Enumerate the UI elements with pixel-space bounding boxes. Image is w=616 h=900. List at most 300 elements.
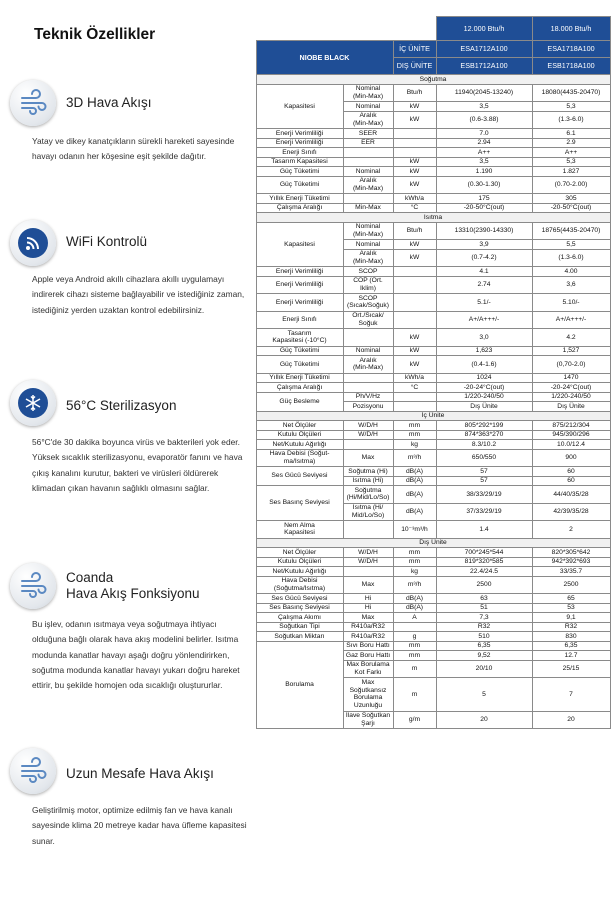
param-sublabel: Nominal xyxy=(343,167,393,177)
spec-row xyxy=(256,222,610,240)
section-header: Soğutma xyxy=(256,75,610,85)
spec-row xyxy=(256,383,610,393)
value-18000: 830 xyxy=(532,632,610,642)
spec-row xyxy=(256,613,610,623)
value-18000: 60 xyxy=(532,467,610,477)
outdoor-model-12000: ESB1712A100 xyxy=(436,58,532,75)
value-12000: 13310(2390-14330) xyxy=(436,222,532,240)
spec-row xyxy=(256,392,610,402)
value-12000: A++ xyxy=(436,148,532,158)
unit-cell: A xyxy=(393,613,436,623)
param-sublabel: SEER xyxy=(343,129,393,139)
value-12000: 7.0 xyxy=(436,129,532,139)
unit-cell: kW xyxy=(393,167,436,177)
model-name: NIOBE BLACK xyxy=(256,41,393,75)
value-18000: Dış Ünite xyxy=(532,402,610,412)
value-12000: 3,0 xyxy=(436,329,532,347)
value-12000: 5 xyxy=(436,678,532,712)
unit-cell xyxy=(393,402,436,412)
spec-row xyxy=(256,449,610,467)
spec-table xyxy=(256,16,611,729)
value-12000: 1,623 xyxy=(436,346,532,356)
unit-cell: dB(A) xyxy=(393,476,436,486)
value-18000: 2500 xyxy=(532,576,610,594)
value-12000: 51 xyxy=(436,603,532,613)
param-label: Enerji Verimliliği xyxy=(256,138,343,148)
spec-row xyxy=(256,329,610,347)
param-sublabel: Ph/V/Hz xyxy=(343,392,393,402)
param-label: Soğutkan Tipi xyxy=(256,622,343,632)
value-12000: 2.74 xyxy=(436,276,532,294)
value-12000: (0.6-3.88) xyxy=(436,111,532,129)
param-sublabel: Max xyxy=(343,449,393,467)
param-sublabel: Nominal xyxy=(343,102,393,112)
param-sublabel: R410a/R32 xyxy=(343,632,393,642)
value-12000: 5.1/- xyxy=(436,294,532,312)
param-sublabel: R410a/R32 xyxy=(343,622,393,632)
feature-title: Coanda Hava Akış Fonksiyonu xyxy=(66,570,200,601)
param-label: Enerji Sınıfı xyxy=(256,311,343,329)
param-label: Borulama xyxy=(256,641,343,729)
param-sublabel: Max xyxy=(343,576,393,594)
unit-cell: mm xyxy=(393,557,436,567)
indoor-model-12000: ESA1712A100 xyxy=(436,41,532,58)
page-title: Teknik Özellikler xyxy=(34,26,156,43)
value-18000: -20-50°C(out) xyxy=(532,203,610,213)
param-sublabel: Aralık (Min-Max) xyxy=(343,176,393,194)
param-label: Güç Besleme xyxy=(256,392,343,411)
unit-cell: m³/h xyxy=(393,576,436,594)
spec-row xyxy=(256,486,610,504)
value-12000: 4.1 xyxy=(436,267,532,277)
param-sublabel: Pozisyonu xyxy=(343,402,393,412)
value-12000: -20-50°C(out) xyxy=(436,203,532,213)
param-sublabel: Min-Max xyxy=(343,203,393,213)
value-12000: 1024 xyxy=(436,373,532,383)
unit-cell: kW xyxy=(393,329,436,347)
feature-description: 56°C'de 30 dakika boyunca virüs ve bakterileri yok eder. Yüksek sıcaklık sterilizasyonu, evaporatör fanını ve hava çıkış kanalını kurutur, bakteri ve virüsleri öldürerek klimadan çıkan havanın sağlıklı olmasını sağlar. xyxy=(32,437,243,493)
param-label: Net/Kutulu Ağırlığı xyxy=(256,567,343,577)
unit-cell: Btu/h xyxy=(393,222,436,240)
unit-cell xyxy=(393,294,436,312)
unit-cell: °C xyxy=(393,383,436,393)
param-sublabel: Aralık (Min-Max) xyxy=(343,356,393,374)
unit-cell: kW xyxy=(393,346,436,356)
spec-row xyxy=(256,356,610,374)
section-row xyxy=(256,538,610,548)
value-12000: 1.190 xyxy=(436,167,532,177)
value-12000: R32 xyxy=(436,622,532,632)
value-12000: 2500 xyxy=(436,576,532,594)
value-18000: 1470 xyxy=(532,373,610,383)
param-label: Çalışma Aralığı xyxy=(256,203,343,213)
value-12000: 3,9 xyxy=(436,240,532,250)
spec-row xyxy=(256,167,610,177)
spec-row xyxy=(256,576,610,594)
unit-cell: 10⁻³m³/h xyxy=(393,521,436,539)
param-sublabel: İlave Soğutkan Şarjı xyxy=(343,711,393,729)
outdoor-model-18000: ESB1718A100 xyxy=(532,58,610,75)
value-18000: 53 xyxy=(532,603,610,613)
value-12000: 11940(2045-13240) xyxy=(436,84,532,102)
param-label: Tasarım Kapasitesi xyxy=(256,157,343,167)
param-sublabel: Max Borulama Kot Farkı xyxy=(343,660,393,678)
param-label: Net Ölçüler xyxy=(256,548,343,558)
unit-cell xyxy=(393,129,436,139)
spec-row xyxy=(256,603,610,613)
unit-cell: g xyxy=(393,632,436,642)
value-12000: 510 xyxy=(436,632,532,642)
value-18000: 3,6 xyxy=(532,276,610,294)
unit-cell: g/m xyxy=(393,711,436,729)
value-12000: 700*245*544 xyxy=(436,548,532,558)
value-18000: 5,3 xyxy=(532,157,610,167)
param-label: Güç Tüketimi xyxy=(256,346,343,356)
param-label: Yıllık Enerji Tüketimi xyxy=(256,194,343,204)
value-12000: 874*363*270 xyxy=(436,430,532,440)
spec-row xyxy=(256,194,610,204)
param-sublabel: Gaz Boru Hattı xyxy=(343,651,393,661)
value-18000: 6,35 xyxy=(532,641,610,651)
param-sublabel: Nominal xyxy=(343,240,393,250)
value-12000: 20 xyxy=(436,711,532,729)
unit-cell xyxy=(393,622,436,632)
section-row xyxy=(256,411,610,421)
value-18000: 42/39/35/28 xyxy=(532,503,610,521)
param-sublabel: Isıtma (Hi/ Mid/Lo/So) xyxy=(343,503,393,521)
value-18000: (1.3-6.0) xyxy=(532,249,610,267)
spec-row xyxy=(256,373,610,383)
param-label: Enerji Verimliliği xyxy=(256,267,343,277)
param-sublabel: Ort./Sıcak/ Soğuk xyxy=(343,311,393,329)
value-18000: R32 xyxy=(532,622,610,632)
unit-cell: mm xyxy=(393,548,436,558)
param-sublabel: Isıtma (Hi) xyxy=(343,476,393,486)
unit-cell xyxy=(393,276,436,294)
unit-cell: kW xyxy=(393,157,436,167)
value-18000: 7 xyxy=(532,678,610,712)
param-sublabel: Soğutma (Hi) xyxy=(343,467,393,477)
value-18000: 18765(4435-20470) xyxy=(532,222,610,240)
value-18000: -20-24°C(out) xyxy=(532,383,610,393)
value-18000: 875/212/304 xyxy=(532,421,610,431)
param-sublabel: EER xyxy=(343,138,393,148)
unit-cell: dB(A) xyxy=(393,603,436,613)
spec-row xyxy=(256,176,610,194)
unit-cell: dB(A) xyxy=(393,594,436,604)
value-12000: A+/A+++/- xyxy=(436,311,532,329)
value-12000: -20-24°C(out) xyxy=(436,383,532,393)
value-12000: 37/33/29/19 xyxy=(436,503,532,521)
param-sublabel: W/D/H xyxy=(343,557,393,567)
spec-row xyxy=(256,294,610,312)
value-18000: 5,5 xyxy=(532,240,610,250)
unit-cell: kW xyxy=(393,249,436,267)
unit-cell xyxy=(393,311,436,329)
capacity-header-12000: 12.000 Btu/h xyxy=(436,17,532,41)
spec-row xyxy=(256,430,610,440)
spec-row xyxy=(256,157,610,167)
value-12000: (0.7-4.2) xyxy=(436,249,532,267)
param-sublabel: Max xyxy=(343,613,393,623)
param-label: Çalışma Akımı xyxy=(256,613,343,623)
section-header: İç Ünite xyxy=(256,411,610,421)
unit-cell: kg xyxy=(393,440,436,450)
param-sublabel: COP (Ort. Iklim) xyxy=(343,276,393,294)
spec-row xyxy=(256,521,610,539)
wifi-icon xyxy=(10,220,56,266)
spec-row xyxy=(256,148,610,158)
header-spacer xyxy=(256,17,436,41)
param-sublabel xyxy=(343,440,393,450)
value-12000: 3,5 xyxy=(436,157,532,167)
param-sublabel: Nominal xyxy=(343,346,393,356)
param-sublabel xyxy=(343,194,393,204)
value-18000: 5.10/- xyxy=(532,294,610,312)
value-18000: 2 xyxy=(532,521,610,539)
value-18000: A++ xyxy=(532,148,610,158)
spec-row xyxy=(256,276,610,294)
feature-title: 3D Hava Akışı xyxy=(66,95,152,110)
spec-row xyxy=(256,421,610,431)
unit-cell xyxy=(393,148,436,158)
value-18000: 900 xyxy=(532,449,610,467)
param-sublabel: W/D/H xyxy=(343,421,393,431)
value-12000: 38/33/29/19 xyxy=(436,486,532,504)
value-12000: (0.30-1.30) xyxy=(436,176,532,194)
value-12000: 175 xyxy=(436,194,532,204)
value-18000: 4.00 xyxy=(532,267,610,277)
value-12000: (0.4-1.6) xyxy=(436,356,532,374)
spec-row xyxy=(256,440,610,450)
param-label: Hava Debisi (Soğut- ma/Isıtma) xyxy=(256,449,343,467)
section-header: Dış Ünite xyxy=(256,538,610,548)
value-18000: 820*305*642 xyxy=(532,548,610,558)
param-label: Enerji Sınıfı xyxy=(256,148,343,158)
value-12000: 57 xyxy=(436,467,532,477)
feature-description: Geliştirilmiş motor, optimize edilmiş fan ve hava kanalı sayesinde klima 20 metreye kadar hava üfleme kapasitesi sunar. xyxy=(32,805,247,846)
outdoor-unit-label: DIŞ ÜNİTE xyxy=(393,58,436,75)
param-label: Güç Tüketimi xyxy=(256,167,343,177)
param-label: Enerji Verimliliği xyxy=(256,129,343,139)
spec-row xyxy=(256,622,610,632)
param-sublabel: Aralık (Min-Max) xyxy=(343,111,393,129)
feature-title: Uzun Mesafe Hava Akışı xyxy=(66,766,214,781)
param-sublabel xyxy=(343,383,393,393)
param-label: Enerji Verimliliği xyxy=(256,276,343,294)
value-12000: Dış Ünite xyxy=(436,402,532,412)
param-sublabel: Soğutma (Hi/Mid/Lo/So) xyxy=(343,486,393,504)
param-sublabel xyxy=(343,567,393,577)
unit-cell: kW xyxy=(393,111,436,129)
value-18000: 10.0/12.4 xyxy=(532,440,610,450)
value-18000: 5,3 xyxy=(532,102,610,112)
unit-cell: m xyxy=(393,660,436,678)
param-label: Çalışma Aralığı xyxy=(256,383,343,393)
value-12000: 650/550 xyxy=(436,449,532,467)
section-row xyxy=(256,75,610,85)
param-label: Soğutkan Miktarı xyxy=(256,632,343,642)
unit-cell: mm xyxy=(393,651,436,661)
param-label: Net Ölçüler xyxy=(256,421,343,431)
unit-cell: kWh/a xyxy=(393,194,436,204)
param-sublabel: Sıvı Boru Hattı xyxy=(343,641,393,651)
spec-row xyxy=(256,594,610,604)
snowflake-icon xyxy=(10,380,56,426)
spec-row xyxy=(256,632,610,642)
capacity-header-18000: 18.000 Btu/h xyxy=(532,17,610,41)
param-label: Net/Kutulu Ağırlığı xyxy=(256,440,343,450)
param-label: Ses Gücü Seviyesi xyxy=(256,467,343,486)
spec-row xyxy=(256,203,610,213)
param-sublabel: W/D/H xyxy=(343,430,393,440)
value-18000: 1/220-240/50 xyxy=(532,392,610,402)
value-12000: 805*292*199 xyxy=(436,421,532,431)
value-12000: 1.4 xyxy=(436,521,532,539)
unit-cell: kWh/a xyxy=(393,373,436,383)
spec-row xyxy=(256,346,610,356)
param-sublabel xyxy=(343,373,393,383)
value-18000: 945/390/296 xyxy=(532,430,610,440)
param-label: Kapasitesi xyxy=(256,84,343,129)
unit-cell: kW xyxy=(393,240,436,250)
value-18000: 942*392*693 xyxy=(532,557,610,567)
value-18000: (0,70-2.0) xyxy=(532,356,610,374)
param-label: Güç Tüketimi xyxy=(256,356,343,374)
param-sublabel xyxy=(343,157,393,167)
param-label: Kutulu Ölçüleri xyxy=(256,557,343,567)
indoor-unit-label: İÇ ÜNİTE xyxy=(393,41,436,58)
feature-title: WiFi Kontrolü xyxy=(66,234,148,249)
param-label: Güç Tüketimi xyxy=(256,176,343,194)
spec-row xyxy=(256,641,610,651)
value-12000: 57 xyxy=(436,476,532,486)
spec-row xyxy=(256,311,610,329)
unit-cell: kW xyxy=(393,102,436,112)
feature-description: Bu işlev, odanın ısıtmaya veya soğutmaya ihtiyacı olduğuna bağlı olarak hava akış modelini belirler. Isıtma modunda kanatlar havayı aşağı doğru yönlendirirken, soğutma modunda kanatlar havayı yukarı doğru hareket ettirir, bu şekilde homojen oda sıcaklığı oluştururlar. xyxy=(32,619,240,691)
value-18000: 25/15 xyxy=(532,660,610,678)
unit-cell: dB(A) xyxy=(393,486,436,504)
spec-row xyxy=(256,567,610,577)
spec-row xyxy=(256,138,610,148)
indoor-model-18000: ESA1718A100 xyxy=(532,41,610,58)
value-18000: 2.9 xyxy=(532,138,610,148)
value-18000: (1.3-6.0) xyxy=(532,111,610,129)
value-18000: 1.827 xyxy=(532,167,610,177)
param-sublabel xyxy=(343,521,393,539)
value-12000: 7,3 xyxy=(436,613,532,623)
unit-cell: dB(A) xyxy=(393,503,436,521)
value-12000: 819*320*585 xyxy=(436,557,532,567)
value-18000: 305 xyxy=(532,194,610,204)
wind-icon xyxy=(10,563,56,609)
param-label: Kapasitesi xyxy=(256,222,343,267)
unit-cell xyxy=(393,267,436,277)
value-12000: 2.94 xyxy=(436,138,532,148)
spec-row xyxy=(256,548,610,558)
param-sublabel: Hi xyxy=(343,594,393,604)
param-sublabel: Nominal (Min-Max) xyxy=(343,222,393,240)
value-18000: (0.70-2.00) xyxy=(532,176,610,194)
value-12000: 8.3/10.2 xyxy=(436,440,532,450)
param-sublabel: Max Soğutkansız Borulama Uzunluğu xyxy=(343,678,393,712)
param-label: Kutulu Ölçüleri xyxy=(256,430,343,440)
value-18000: 44/40/35/28 xyxy=(532,486,610,504)
param-label: Tasarım Kapasitesi (-10°C) xyxy=(256,329,343,347)
value-12000: 3,5 xyxy=(436,102,532,112)
value-12000: 22.4/24.5 xyxy=(436,567,532,577)
value-18000: 1,527 xyxy=(532,346,610,356)
param-label: Ses Gücü Seviyesi xyxy=(256,594,343,604)
param-sublabel xyxy=(343,329,393,347)
spec-row xyxy=(256,467,610,477)
param-label: Enerji Verimliliği xyxy=(256,294,343,312)
unit-cell xyxy=(393,392,436,402)
value-18000: 65 xyxy=(532,594,610,604)
spec-row xyxy=(256,84,610,102)
value-18000: 33/35.7 xyxy=(532,567,610,577)
param-sublabel: W/D/H xyxy=(343,548,393,558)
value-18000: 12.7 xyxy=(532,651,610,661)
feature-description: Apple veya Android akıllı cihazlara akıllı uygulamayı indirerek cihazı sisteme bağlayabilir ve istediğiniz zaman, istediğiniz yerden uzaktan kontrol edebilirsiniz. xyxy=(32,274,245,315)
param-label: Nem Alma Kapasitesi xyxy=(256,521,343,539)
param-label: Ses Basınç Seviyesi xyxy=(256,603,343,613)
value-18000: 6.1 xyxy=(532,129,610,139)
spec-row xyxy=(256,557,610,567)
value-18000: 9,1 xyxy=(532,613,610,623)
unit-cell: m xyxy=(393,678,436,712)
unit-cell: kg xyxy=(393,567,436,577)
unit-cell: dB(A) xyxy=(393,467,436,477)
param-sublabel xyxy=(343,148,393,158)
value-12000: 63 xyxy=(436,594,532,604)
value-18000: A+/A+++/- xyxy=(532,311,610,329)
value-12000: 9,52 xyxy=(436,651,532,661)
value-18000: 4.2 xyxy=(532,329,610,347)
param-label: Ses Basınç Seviyesi xyxy=(256,486,343,521)
value-12000: 20/10 xyxy=(436,660,532,678)
param-sublabel: SCOP (Sıcak/Soğuk) xyxy=(343,294,393,312)
unit-cell: mm xyxy=(393,641,436,651)
feature-description: Yatay ve dikey kanatçıkların sürekli hareketi sayesinde havayı odanın her köşesine eşit şekilde dağıtır. xyxy=(32,136,235,162)
param-sublabel: Aralık (Min-Max) xyxy=(343,249,393,267)
unit-cell: °C xyxy=(393,203,436,213)
param-sublabel: Hi xyxy=(343,603,393,613)
param-sublabel: SCOP xyxy=(343,267,393,277)
section-header: Isıtma xyxy=(256,213,610,223)
value-18000: 18080(4435-20470) xyxy=(532,84,610,102)
unit-cell: m³/h xyxy=(393,449,436,467)
unit-cell: mm xyxy=(393,430,436,440)
value-18000: 60 xyxy=(532,476,610,486)
unit-cell: kW xyxy=(393,176,436,194)
param-label: Yıllık Enerji Tüketimi xyxy=(256,373,343,383)
spec-row xyxy=(256,129,610,139)
unit-cell: mm xyxy=(393,421,436,431)
wind-icon xyxy=(10,748,56,794)
wind-icon xyxy=(10,80,56,126)
value-18000: 20 xyxy=(532,711,610,729)
feature-title: 56°C Sterilizasyon xyxy=(66,398,177,413)
unit-cell xyxy=(393,138,436,148)
param-sublabel: Nominal (Min-Max) xyxy=(343,84,393,102)
value-12000: 6,35 xyxy=(436,641,532,651)
param-label: Hava Debisi (Soğutma/Isıtma) xyxy=(256,576,343,594)
value-12000: 1/220-240/50 xyxy=(436,392,532,402)
section-row xyxy=(256,213,610,223)
unit-cell: kW xyxy=(393,356,436,374)
unit-cell: Btu/h xyxy=(393,84,436,102)
